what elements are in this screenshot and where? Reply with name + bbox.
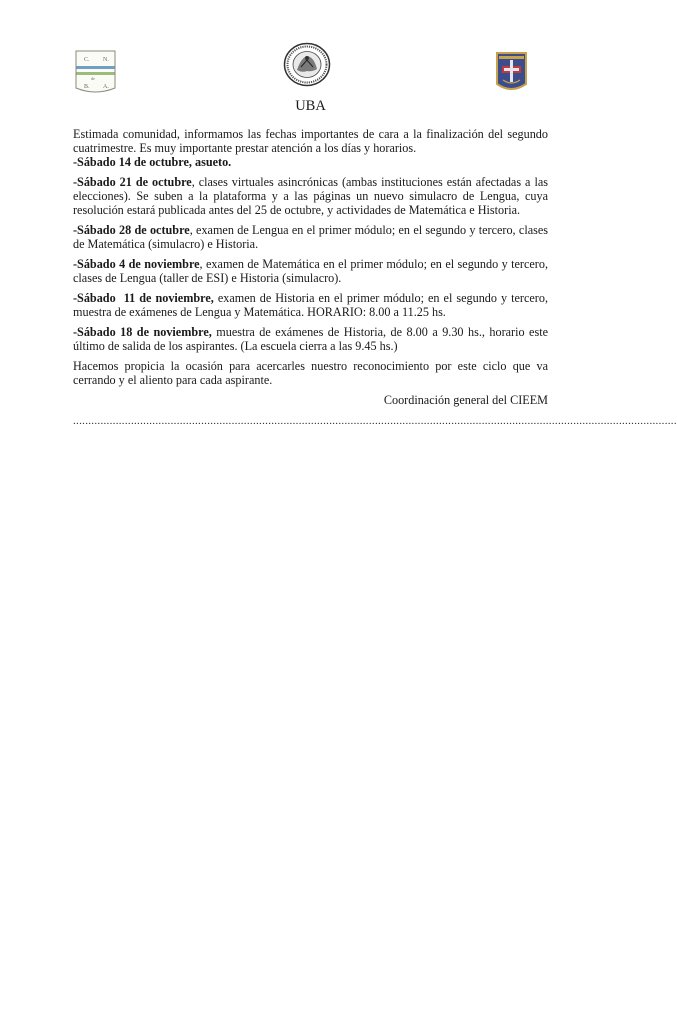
date-nov-18: -Sábado 18 de noviembre, [73,325,212,339]
announcement-body [73,127,548,413]
item-text-oct-21: , clases virtuales asincrónicas (ambas instituciones están afectadas a las elecciones). Se suben a la plataforma y a las páginas un nuevo simulacro de Lengua, cuya resolución estará publicada antes del 25 de octubre, y actividades de Matemática e Historia. [73,175,548,217]
date-nov-11: -Sábado 11 de noviembre, [73,291,214,305]
school-crest-logo [495,50,528,94]
intro-paragraph [73,127,548,169]
item-nov-18 [73,325,548,353]
signature: Coordinación general del CIEEM [383,393,548,407]
university-seal-logo [283,42,331,87]
date-oct-21: -Sábado 21 de octubre [73,175,192,189]
page-title: UBA [295,98,326,114]
cnba-logo [75,50,116,95]
logo-letter-b: B. [84,84,90,90]
date-nov-4: -Sábado 4 de noviembre [73,257,200,271]
item-nov-11 [73,291,548,319]
item-text-nov-4: , examen de Matemática en el primer módulo; en el segundo y tercero, clases de Lengua (taller de ESI) e Historia (simulacro). [73,257,548,285]
item-oct-21 [73,175,548,217]
item-text-oct-28: , examen de Lengua en el primer módulo; en el segundo y tercero, clases de Matemática (simulacro) e Historia. [73,223,549,251]
item-oct-28 [73,223,548,251]
logo-letter-n: N. [103,57,109,63]
date-oct-14: -Sábado 14 de octubre, asueto. [73,155,232,169]
item-nov-4 [73,257,548,285]
item-text-nov-18: muestra de exámenes de Historia, de 8.00 a 9.30 hs., horario este último de salida de los aspirantes. (La escuela cierra a las 9.45 hs.) [73,325,548,353]
intro-text: Estimada comunidad, informamos las fechas importantes de cara a la finalización del segundo cuatrimestre. Es muy importante prestar atención a los días y horarios. [73,127,548,155]
logo-letter-a: A. [103,84,109,90]
item-text-nov-11: examen de Historia en el primer módulo; en el segundo y tercero, muestra de exámenes de Lengua y Matemática. HORARIO: 8.00 a 11.25 hs. [73,291,548,319]
date-oct-28: -Sábado 28 de octubre [73,223,190,237]
logo-letter-c: C. [84,57,90,63]
dotted-separator: ...................................................................................................................................................................................................... [73,415,677,427]
logo-letter-de: de [91,76,95,81]
closing-paragraph: Hacemos propicia la ocasión para acercarles nuestro reconocimiento por este ciclo que va cerrando y el aliento para cada aspirante. [73,359,548,387]
